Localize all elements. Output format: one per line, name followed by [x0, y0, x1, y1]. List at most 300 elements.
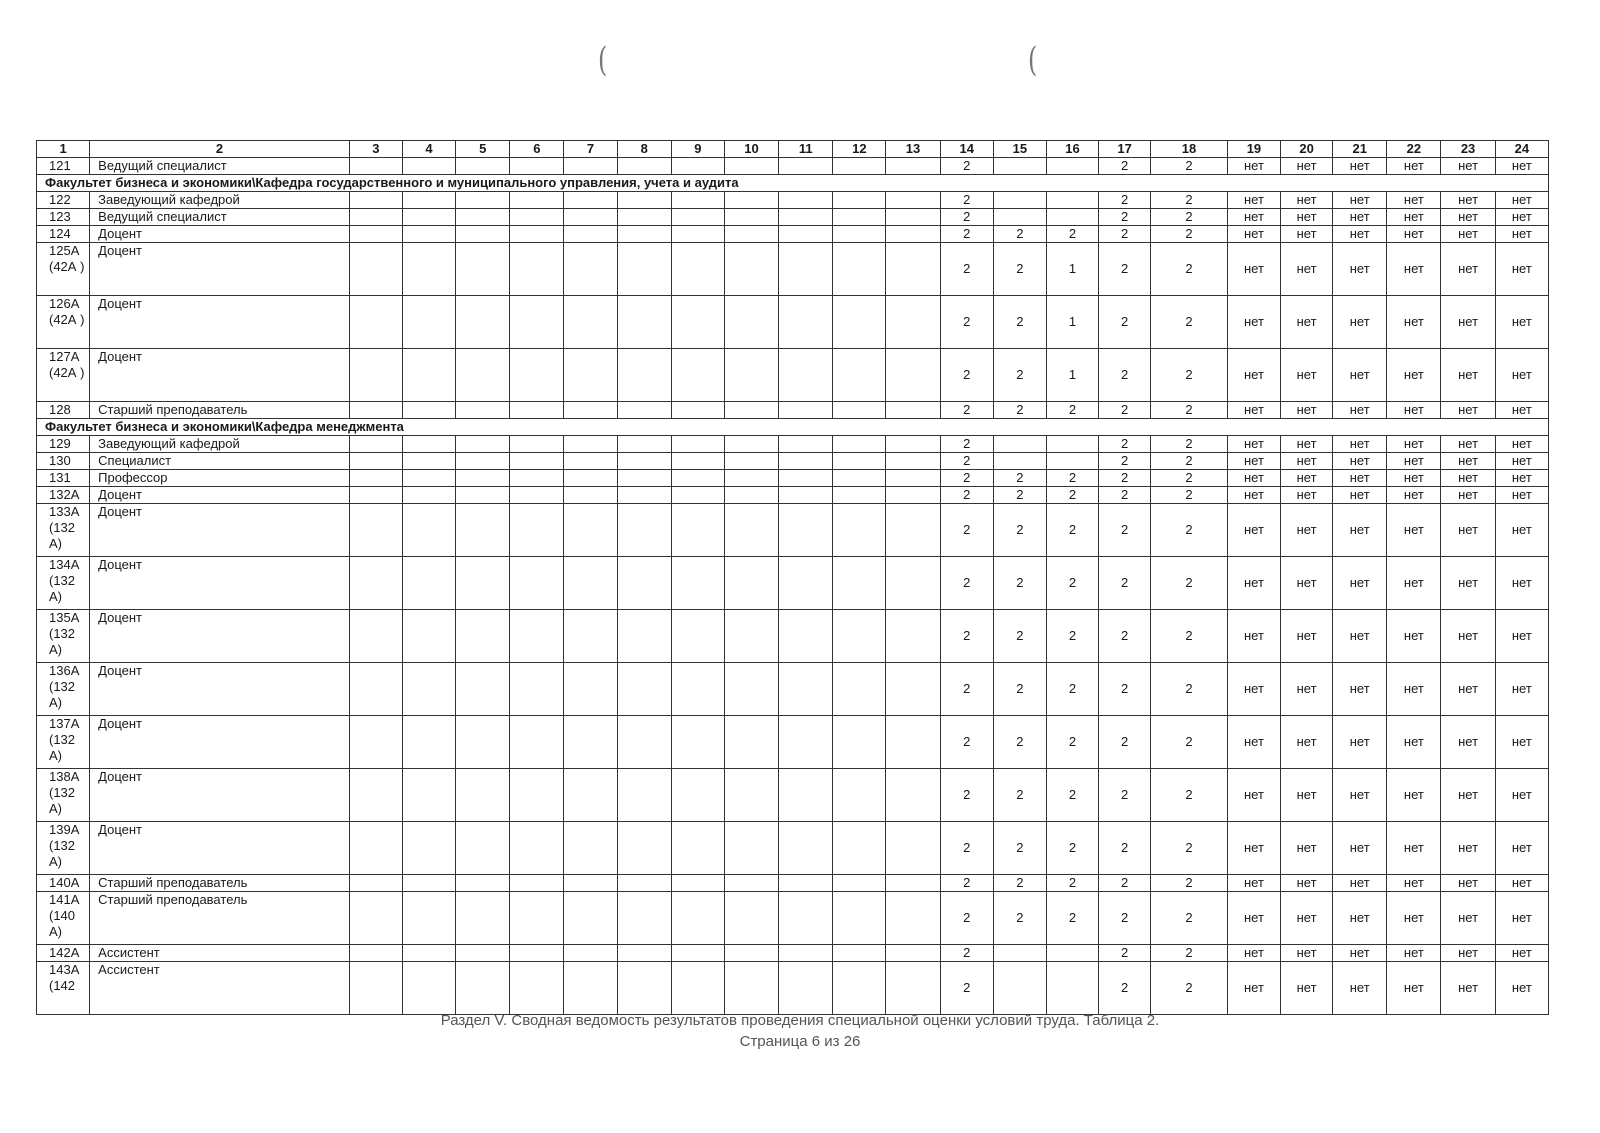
empty-cell — [564, 349, 617, 402]
empty-cell — [617, 226, 671, 243]
value-cell — [1046, 192, 1098, 209]
value-cell — [1046, 945, 1098, 962]
value-cell: нет — [1441, 243, 1495, 296]
value-cell: нет — [1333, 663, 1387, 716]
empty-cell — [456, 402, 510, 419]
empty-cell — [402, 962, 455, 1015]
table-row — [37, 487, 1549, 504]
value-cell: 2 — [1151, 504, 1228, 557]
workplace-id: 128 — [37, 402, 90, 419]
empty-cell — [510, 453, 564, 470]
value-cell: 2 — [1151, 453, 1228, 470]
empty-cell — [617, 962, 671, 1015]
value-cell: 2 — [1046, 716, 1098, 769]
value-cell: нет — [1441, 349, 1495, 402]
value-cell: нет — [1495, 875, 1548, 892]
value-cell: 2 — [993, 402, 1046, 419]
empty-cell — [564, 243, 617, 296]
value-cell: 2 — [1046, 875, 1098, 892]
header-cell: 24 — [1495, 141, 1548, 158]
table-row — [37, 769, 1549, 822]
empty-cell — [779, 610, 833, 663]
value-cell — [993, 209, 1046, 226]
empty-cell — [402, 470, 455, 487]
empty-cell — [617, 209, 671, 226]
empty-cell — [617, 470, 671, 487]
empty-cell — [510, 470, 564, 487]
empty-cell — [456, 504, 510, 557]
header-cell: 3 — [349, 141, 402, 158]
header-cell: 13 — [886, 141, 940, 158]
empty-cell — [510, 557, 564, 610]
empty-cell — [779, 436, 833, 453]
empty-cell — [886, 962, 940, 1015]
empty-cell — [724, 716, 778, 769]
empty-cell — [349, 769, 402, 822]
empty-cell — [724, 349, 778, 402]
empty-cell — [510, 192, 564, 209]
header-cell: 1 — [37, 141, 90, 158]
empty-cell — [402, 453, 455, 470]
empty-cell — [671, 158, 724, 175]
value-cell: 2 — [940, 716, 993, 769]
workplace-id: 139А (132 А) — [37, 822, 90, 875]
value-cell: 2 — [993, 716, 1046, 769]
empty-cell — [671, 487, 724, 504]
header-cell: 8 — [617, 141, 671, 158]
value-cell: нет — [1387, 945, 1441, 962]
value-cell — [993, 192, 1046, 209]
value-cell: 2 — [1099, 243, 1151, 296]
value-cell: нет — [1333, 557, 1387, 610]
empty-cell — [671, 243, 724, 296]
header-cell: 4 — [402, 141, 455, 158]
empty-cell — [349, 158, 402, 175]
empty-cell — [510, 226, 564, 243]
header-cell: 18 — [1151, 141, 1228, 158]
value-cell: 2 — [993, 875, 1046, 892]
value-cell: нет — [1387, 504, 1441, 557]
value-cell: 2 — [940, 453, 993, 470]
empty-cell — [617, 349, 671, 402]
empty-cell — [510, 487, 564, 504]
value-cell: нет — [1495, 402, 1548, 419]
section-title: Факультет бизнеса и экономики\Кафедра менеджмента — [37, 419, 1549, 436]
value-cell: 2 — [1099, 487, 1151, 504]
value-cell: нет — [1387, 453, 1441, 470]
value-cell: 2 — [1046, 822, 1098, 875]
empty-cell — [671, 769, 724, 822]
empty-cell — [617, 504, 671, 557]
workplace-id: 126А (42А ) — [37, 296, 90, 349]
value-cell: нет — [1281, 470, 1333, 487]
header-cell: 10 — [724, 141, 778, 158]
position-name: Доцент — [90, 610, 350, 663]
value-cell — [993, 158, 1046, 175]
value-cell: 2 — [1151, 349, 1228, 402]
value-cell: нет — [1281, 349, 1333, 402]
value-cell: нет — [1387, 470, 1441, 487]
value-cell: 2 — [1099, 962, 1151, 1015]
empty-cell — [779, 945, 833, 962]
value-cell: 2 — [1151, 436, 1228, 453]
table-row — [37, 158, 1549, 175]
results-table — [36, 140, 1549, 1015]
table-row — [37, 504, 1549, 557]
empty-cell — [779, 453, 833, 470]
value-cell: нет — [1281, 875, 1333, 892]
position-name: Заведующий кафедрой — [90, 436, 350, 453]
empty-cell — [886, 226, 940, 243]
value-cell: 2 — [1151, 158, 1228, 175]
empty-cell — [671, 716, 724, 769]
value-cell: 2 — [993, 243, 1046, 296]
empty-cell — [886, 875, 940, 892]
value-cell: 2 — [1046, 226, 1098, 243]
value-cell — [1046, 209, 1098, 226]
value-cell: нет — [1441, 892, 1495, 945]
empty-cell — [564, 453, 617, 470]
value-cell: 2 — [1151, 470, 1228, 487]
value-cell: 2 — [1151, 875, 1228, 892]
value-cell: 2 — [1099, 158, 1151, 175]
value-cell: нет — [1495, 610, 1548, 663]
value-cell: нет — [1441, 822, 1495, 875]
empty-cell — [510, 158, 564, 175]
empty-cell — [886, 349, 940, 402]
section-header-row — [37, 419, 1549, 436]
value-cell: нет — [1495, 453, 1548, 470]
empty-cell — [833, 453, 886, 470]
value-cell: нет — [1495, 192, 1548, 209]
empty-cell — [402, 487, 455, 504]
value-cell: нет — [1387, 296, 1441, 349]
value-cell: нет — [1227, 892, 1280, 945]
value-cell: 2 — [1046, 769, 1098, 822]
section-title: Факультет бизнеса и экономики\Кафедра государственного и муниципального управления, учета и аудита — [37, 175, 1549, 192]
value-cell: 2 — [1046, 470, 1098, 487]
value-cell: 2 — [1151, 243, 1228, 296]
position-name: Доцент — [90, 557, 350, 610]
punch-hole-mark-left: ( — [597, 40, 608, 80]
empty-cell — [564, 557, 617, 610]
value-cell: 2 — [1151, 402, 1228, 419]
value-cell: нет — [1387, 158, 1441, 175]
value-cell: 2 — [1099, 192, 1151, 209]
value-cell: 2 — [940, 209, 993, 226]
value-cell: нет — [1281, 504, 1333, 557]
value-cell: нет — [1387, 875, 1441, 892]
empty-cell — [617, 158, 671, 175]
empty-cell — [349, 226, 402, 243]
value-cell: 2 — [1099, 663, 1151, 716]
value-cell — [993, 945, 1046, 962]
empty-cell — [724, 243, 778, 296]
table-row — [37, 892, 1549, 945]
empty-cell — [724, 504, 778, 557]
empty-cell — [671, 610, 724, 663]
value-cell: нет — [1441, 962, 1495, 1015]
empty-cell — [833, 875, 886, 892]
table-row — [37, 453, 1549, 470]
value-cell: 2 — [993, 663, 1046, 716]
value-cell: нет — [1227, 436, 1280, 453]
workplace-id: 131 — [37, 470, 90, 487]
empty-cell — [564, 436, 617, 453]
empty-cell — [779, 875, 833, 892]
empty-cell — [833, 892, 886, 945]
value-cell: 1 — [1046, 296, 1098, 349]
value-cell: 2 — [940, 504, 993, 557]
empty-cell — [402, 402, 455, 419]
empty-cell — [617, 610, 671, 663]
value-cell: нет — [1495, 243, 1548, 296]
empty-cell — [456, 470, 510, 487]
value-cell — [993, 962, 1046, 1015]
value-cell: 2 — [1151, 192, 1228, 209]
empty-cell — [510, 296, 564, 349]
value-cell: нет — [1227, 296, 1280, 349]
empty-cell — [779, 504, 833, 557]
empty-cell — [671, 504, 724, 557]
header-cell: 9 — [671, 141, 724, 158]
value-cell: нет — [1227, 402, 1280, 419]
value-cell: нет — [1495, 436, 1548, 453]
value-cell: 2 — [1099, 610, 1151, 663]
position-name: Старший преподаватель — [90, 402, 350, 419]
empty-cell — [671, 296, 724, 349]
empty-cell — [617, 769, 671, 822]
empty-cell — [510, 962, 564, 1015]
empty-cell — [886, 610, 940, 663]
workplace-id: 125А (42А ) — [37, 243, 90, 296]
header-cell: 2 — [90, 141, 350, 158]
value-cell: 2 — [1046, 663, 1098, 716]
value-cell: 2 — [1099, 716, 1151, 769]
value-cell: нет — [1495, 663, 1548, 716]
value-cell: нет — [1387, 192, 1441, 209]
empty-cell — [564, 610, 617, 663]
position-name: Доцент — [90, 663, 350, 716]
header-cell: 11 — [779, 141, 833, 158]
empty-cell — [456, 962, 510, 1015]
empty-cell — [833, 663, 886, 716]
value-cell: нет — [1281, 192, 1333, 209]
empty-cell — [456, 557, 510, 610]
empty-cell — [886, 557, 940, 610]
empty-cell — [833, 243, 886, 296]
workplace-id: 143А (142 — [37, 962, 90, 1015]
value-cell: нет — [1387, 769, 1441, 822]
empty-cell — [349, 875, 402, 892]
empty-cell — [724, 945, 778, 962]
workplace-id: 138А (132 А) — [37, 769, 90, 822]
empty-cell — [402, 192, 455, 209]
empty-cell — [724, 487, 778, 504]
empty-cell — [456, 158, 510, 175]
workplace-id: 123 — [37, 209, 90, 226]
empty-cell — [671, 875, 724, 892]
empty-cell — [779, 962, 833, 1015]
empty-cell — [833, 402, 886, 419]
value-cell: нет — [1333, 769, 1387, 822]
value-cell: 2 — [1151, 557, 1228, 610]
value-cell: 2 — [1099, 875, 1151, 892]
empty-cell — [833, 296, 886, 349]
empty-cell — [833, 209, 886, 226]
position-name: Старший преподаватель — [90, 875, 350, 892]
value-cell: 2 — [993, 349, 1046, 402]
empty-cell — [402, 769, 455, 822]
value-cell: 2 — [940, 487, 993, 504]
page-number: Страница 6 из 26 — [739, 1033, 861, 1050]
empty-cell — [456, 296, 510, 349]
empty-cell — [886, 487, 940, 504]
empty-cell — [724, 769, 778, 822]
value-cell: 2 — [1151, 296, 1228, 349]
value-cell: нет — [1227, 822, 1280, 875]
header-cell: 15 — [993, 141, 1046, 158]
empty-cell — [671, 226, 724, 243]
workplace-id: 136А (132 А) — [37, 663, 90, 716]
position-name: Доцент — [90, 349, 350, 402]
value-cell: нет — [1441, 769, 1495, 822]
empty-cell — [564, 892, 617, 945]
value-cell: 2 — [940, 822, 993, 875]
value-cell: нет — [1441, 557, 1495, 610]
empty-cell — [456, 716, 510, 769]
table-row — [37, 470, 1549, 487]
value-cell: 2 — [940, 557, 993, 610]
value-cell: 2 — [1046, 504, 1098, 557]
empty-cell — [564, 769, 617, 822]
table-row — [37, 663, 1549, 716]
position-name: Специалист — [90, 453, 350, 470]
empty-cell — [779, 158, 833, 175]
value-cell: 2 — [1099, 296, 1151, 349]
value-cell: нет — [1227, 487, 1280, 504]
position-name: Заведующий кафедрой — [90, 192, 350, 209]
value-cell: 2 — [1151, 209, 1228, 226]
table-row — [37, 557, 1549, 610]
value-cell — [1046, 962, 1098, 1015]
empty-cell — [833, 610, 886, 663]
empty-cell — [402, 610, 455, 663]
table-row — [37, 296, 1549, 349]
value-cell: 2 — [1099, 349, 1151, 402]
value-cell: нет — [1281, 945, 1333, 962]
empty-cell — [833, 158, 886, 175]
value-cell: нет — [1387, 487, 1441, 504]
empty-cell — [886, 209, 940, 226]
value-cell: 2 — [1099, 769, 1151, 822]
value-cell: 2 — [940, 470, 993, 487]
table-row — [37, 226, 1549, 243]
value-cell: 2 — [940, 962, 993, 1015]
value-cell: нет — [1441, 436, 1495, 453]
value-cell: нет — [1281, 962, 1333, 1015]
value-cell: нет — [1281, 892, 1333, 945]
value-cell: нет — [1333, 436, 1387, 453]
value-cell: нет — [1227, 875, 1280, 892]
value-cell — [1046, 436, 1098, 453]
value-cell: нет — [1495, 716, 1548, 769]
empty-cell — [510, 875, 564, 892]
workplace-id: 127А (42А ) — [37, 349, 90, 402]
empty-cell — [349, 610, 402, 663]
empty-cell — [617, 822, 671, 875]
empty-cell — [456, 822, 510, 875]
value-cell: нет — [1441, 226, 1495, 243]
empty-cell — [724, 470, 778, 487]
empty-cell — [671, 349, 724, 402]
empty-cell — [349, 716, 402, 769]
header-cell: 19 — [1227, 141, 1280, 158]
value-cell: нет — [1333, 945, 1387, 962]
empty-cell — [779, 769, 833, 822]
empty-cell — [349, 470, 402, 487]
empty-cell — [671, 453, 724, 470]
empty-cell — [886, 436, 940, 453]
empty-cell — [886, 892, 940, 945]
value-cell: нет — [1281, 209, 1333, 226]
empty-cell — [510, 610, 564, 663]
empty-cell — [724, 402, 778, 419]
value-cell: нет — [1441, 192, 1495, 209]
empty-cell — [456, 487, 510, 504]
value-cell: нет — [1281, 610, 1333, 663]
value-cell: 2 — [1151, 610, 1228, 663]
value-cell: нет — [1495, 209, 1548, 226]
empty-cell — [402, 436, 455, 453]
empty-cell — [564, 487, 617, 504]
empty-cell — [886, 192, 940, 209]
empty-cell — [779, 663, 833, 716]
value-cell: нет — [1227, 470, 1280, 487]
empty-cell — [833, 504, 886, 557]
value-cell: нет — [1333, 243, 1387, 296]
value-cell: нет — [1495, 557, 1548, 610]
value-cell: нет — [1333, 875, 1387, 892]
value-cell: нет — [1441, 296, 1495, 349]
empty-cell — [779, 226, 833, 243]
empty-cell — [724, 892, 778, 945]
empty-cell — [510, 716, 564, 769]
value-cell: 2 — [1099, 436, 1151, 453]
empty-cell — [724, 226, 778, 243]
workplace-id: 141А (140 А) — [37, 892, 90, 945]
empty-cell — [564, 192, 617, 209]
value-cell: 1 — [1046, 349, 1098, 402]
empty-cell — [671, 822, 724, 875]
empty-cell — [779, 209, 833, 226]
empty-cell — [886, 663, 940, 716]
value-cell: нет — [1495, 892, 1548, 945]
value-cell: 2 — [940, 436, 993, 453]
empty-cell — [833, 716, 886, 769]
value-cell: 2 — [1099, 453, 1151, 470]
value-cell: 2 — [1099, 892, 1151, 945]
empty-cell — [402, 349, 455, 402]
value-cell: 2 — [1046, 892, 1098, 945]
empty-cell — [510, 663, 564, 716]
value-cell: нет — [1441, 610, 1495, 663]
value-cell: нет — [1441, 487, 1495, 504]
empty-cell — [886, 716, 940, 769]
empty-cell — [617, 892, 671, 945]
empty-cell — [886, 402, 940, 419]
value-cell: нет — [1227, 192, 1280, 209]
